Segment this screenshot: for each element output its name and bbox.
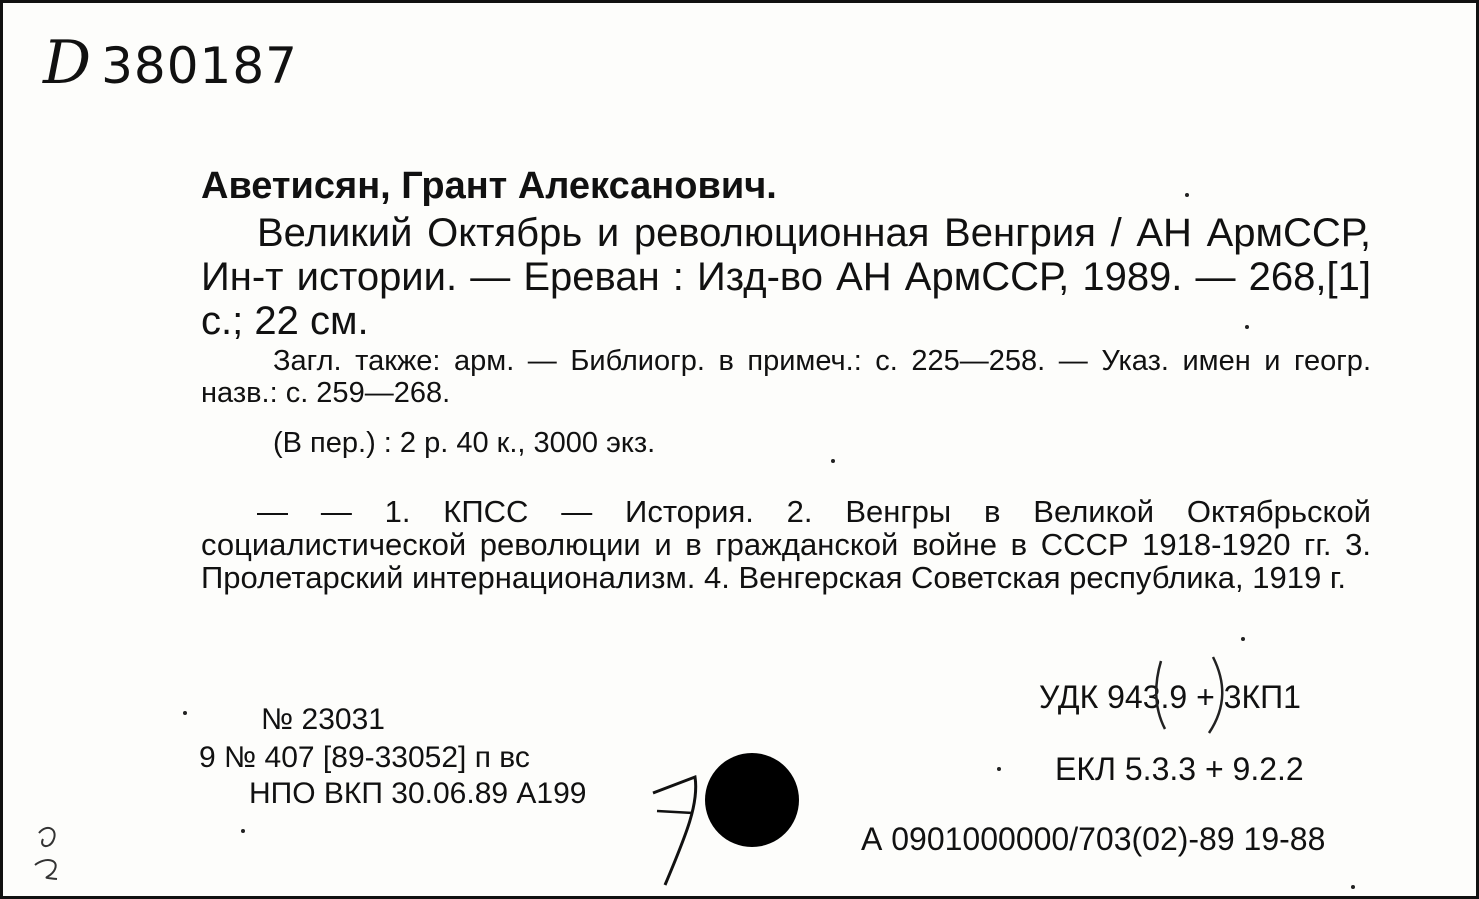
black-dot-stamp <box>705 753 799 847</box>
speck <box>241 829 245 833</box>
shelfmark <box>43 28 298 98</box>
speck <box>1351 885 1355 889</box>
speck <box>1241 637 1245 641</box>
speck <box>997 767 1001 771</box>
title-statement: Великий Октябрь и революционная Венгрия / АН АрмССР, Ин-т истории. — Ереван : Изд-во АН АрмССР, 1989. — 268,[1] с.; 22 см. <box>201 211 1371 343</box>
speck <box>831 459 835 463</box>
speck <box>1245 325 1249 329</box>
shelfmark-letter: D <box>43 28 92 98</box>
speck <box>183 711 187 715</box>
speck <box>1185 193 1189 197</box>
subject-headings: — — 1. КПСС — История. 2. Венгры в Великой Октябрьской социалистической революции и в гражданской войне в СССР 1918-1920 гг. 3. Пролетарский интернационализм. 4. Венгерская Советская республика, 1919 г. <box>201 494 1371 595</box>
record-number: № 23031 <box>261 703 385 736</box>
ekl-index: ЕКЛ 5.3.3 + 9.2.2 <box>1055 751 1304 787</box>
bibliographic-notes: Загл. также: арм. — Библиогр. в примеч.: с. 225—258. — Указ. имен и геогр. назв.: с. 259—268. <box>201 345 1371 409</box>
binding-price: (В пер.) : 2 р. 40 к., 3000 экз. <box>273 427 656 459</box>
author-heading: Аветисян, Грант Алексанович. <box>201 165 777 207</box>
catalog-index: А 0901000000/703(02)-89 19-88 <box>861 821 1326 857</box>
shelfmark-number: 380187 <box>101 37 298 95</box>
print-order: 9 № 407 [89-33052] п вс <box>199 741 530 774</box>
npo-line: НПО ВКП 30.06.89 А199 <box>249 777 587 810</box>
handwritten-corner-mark <box>29 821 69 883</box>
udk-index: УДК 943.9 + 3КП1 <box>1039 679 1301 715</box>
handwritten-bracket-mark <box>1143 651 1253 741</box>
